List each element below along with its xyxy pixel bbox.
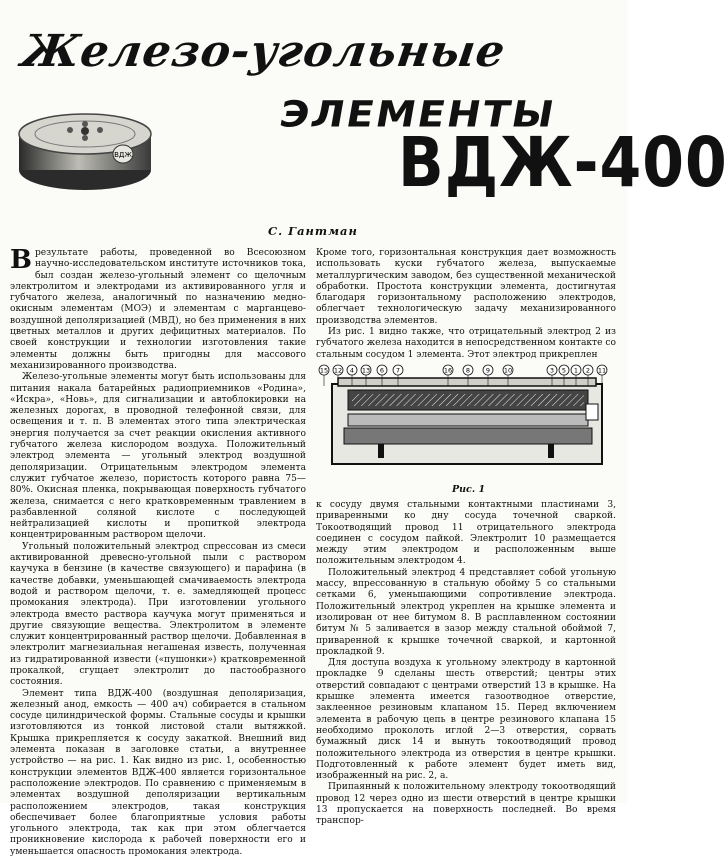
title-line-1: Железо-угольные: [18, 26, 509, 77]
svg-text:ВДЖ: ВДЖ: [114, 151, 132, 159]
callout-label: 7: [395, 366, 401, 375]
callout-label: 4: [349, 366, 355, 375]
callout-label: 16: [443, 366, 453, 375]
callout-label: 8: [465, 366, 471, 375]
title-line-3: ВДЖ-400: [398, 122, 728, 204]
callout-label: 13: [361, 366, 371, 375]
callout-label: 1: [573, 366, 579, 375]
paragraph: Положительный электрод 4 представляет собой угольную массу, впрессованную в стальную обойму 5 со стальными сетками 6, уменьшающими сопротивление электрода. Положительный электрод укреплен на крышке элемента и изолирован от нее битумом 8. В расплавленном состоянии битум № 5 заливается в зазор между стальной обоймой 7, приваренной к крышке точечной сваркой, и картонной прокладкой 9.: [316, 567, 616, 657]
paragraph-text: результате работы, проведенной во Всесоюзном научно-исследовательском институте источников тока, был создан железо-угольный элемент со щелочным электролитом и электродами из активированного угля и губчатого железа, аналогичный по назначению медно-окисным элементам (МОЭ) и элементам с марганцево-воздушной деполяризацией (МВД), но без применения в них цветных металлов и других дефицитных материалов. По своей конструкции и технологии изготовления такие элементы должны быть пригодны для массового механизированного производства.: [10, 248, 306, 371]
callout-label: 3: [549, 366, 555, 375]
paragraph: Для доступа воздуха к угольному электроду в картонной прокладке 9 сделаны шесть отверстий; центры этих отверстий совпадают с центрами отверстий 13 в крышке. На крышке элемента имеется газоотводное отверстие, заклеенное резиновым клапаном 15. Перед включением элемента в рабочую цепь в центре резинового клапана 15 необходимо проколоть иглой 2—3 отверстия, сорвать бумажный диск 14 и вынуть токоотводящий провод положительного электрода из отверстия в центре крышки. Подготовленный к работе элемент будет иметь вид, изображенный на рис. 2, а.: [316, 658, 616, 782]
callout-label: 5: [561, 366, 567, 375]
paragraph: [10, 245, 306, 372]
article-column-right-bottom: [316, 500, 616, 827]
paragraph: Припаянный к положительному электроду токоотводящий провод 12 через одно из шести отверстий в центре крышки 13 пропускается на поверхность последней. Во время транспор-: [316, 782, 616, 827]
cross-section-diagram: [318, 364, 616, 474]
article-column-right-top: [316, 248, 616, 360]
paragraph: Угольный положительный электрод спрессован из смеси активированной древесно-угольной пыли с раствором каучука в бензине (в качестве связующего) и парафина (в качестве добавки, уменьшающей смачиваемость электрода водой и раствором щелочи, т. е. замедляющей процесс промокания электрода). При изготовлении угольного электрода вместо раствора каучука могут применяться и другие связующие вещества. Электролитом в элементе служит концентрированный раствор щелочи. Добавленная в электролит магнезиальная негашеная известь, полученная из гидратированной извести («пушонки») кратковременной прокалкой, сгущает электролит до пастообразного состояния.: [10, 541, 306, 688]
callout-label: 6: [379, 366, 385, 375]
element-photo: [10, 88, 160, 196]
title-line-2: ЭЛЕМЕНТЫ: [276, 94, 559, 136]
paragraph: Кроме того, горизонтальная конструкция дает возможность использовать куски губчатого железа, выпускаемые металлургическим заводом, без существенной механической обработки. Простота конструкции элемента, достигнутая благодаря горизонтальному расположению электродов, облегчает технологическую задачу механизированного производства элементов.: [316, 248, 616, 326]
figure-caption: Рис. 1: [452, 484, 486, 495]
paragraph: Элемент типа ВДЖ-400 (воздушная деполяризация, железный анод, емкость — 400 ач) собирается в стальном сосуде цилиндрической формы. Стальные сосуды и крышки изготовляются из тонкой листовой стали вытяжкой. Крышка прикрепляется к сосуду закаткой. Внешний вид элемента показан в заголовке статьи, а внутреннее устройство — на рис. 1. Как видно из рис. 1, особенностью конструкции элементов ВДЖ-400 является горизонтальное расположение электродов. По сравнению с применяемым в элементах воздушной деполяризации вертикальным расположением электродов, такая конструкция обеспечивает более благоприятные условия работы угольного электрода, так как при этом облегчается проникновение кислорода к рабочей поверхности его и уменьшается опасность промокания электрода.: [10, 688, 306, 857]
paragraph: к сосуду двумя стальными контактными пластинами 3, приваренными ко дну сосуда точечной сваркой. Токоотводящий провод 11 отрицательного электрода соединен с сосудом пайкой. Электролит 10 размещается между этим электродом и расположенным выше положительным электродом 4.: [316, 500, 616, 567]
paragraph: Железо-угольные элементы могут быть использованы для питания накала батарейных радиоприемников «Родина», «Искра», «Новь», для сигнализации и автоблокировки на железных дорогах, в проводной телефонной связи, для освещения и т. п. В элементах этого типа электрическая энергия получается за счет реакции окисления активного губчатого железа кислородом воздуха. Положительный электрод элемента — угольный электрод воздушной деполяризации. Отрицательным электродом элемента служит губчатое железо, пористость которого равна 75—80%. Окисная пленка, покрывающая поверхность губчатого железа, снимается с него кратковременным травлением в разбавленной соляной кислоте с последующей нейтрализацией кислоты и пропиткой электрода концентрированным раствором щелочи.: [10, 372, 306, 541]
callout-label: 12: [333, 366, 343, 375]
callout-label: 11: [597, 366, 607, 375]
article-column-left: [10, 245, 306, 857]
callout-label: 2: [585, 366, 591, 375]
paragraph: Из рис. 1 видно также, что отрицательный электрод 2 из губчатого железа находится в непосредственном контакте со стальным сосудом 1 элемента. Этот электрод прикреплен: [316, 327, 616, 360]
callout-label: 15: [319, 366, 329, 375]
drop-cap: В: [10, 245, 32, 275]
callout-label: 10: [503, 366, 513, 375]
callout-label: 9: [485, 366, 491, 375]
author-name: С. Гантман: [268, 224, 358, 238]
